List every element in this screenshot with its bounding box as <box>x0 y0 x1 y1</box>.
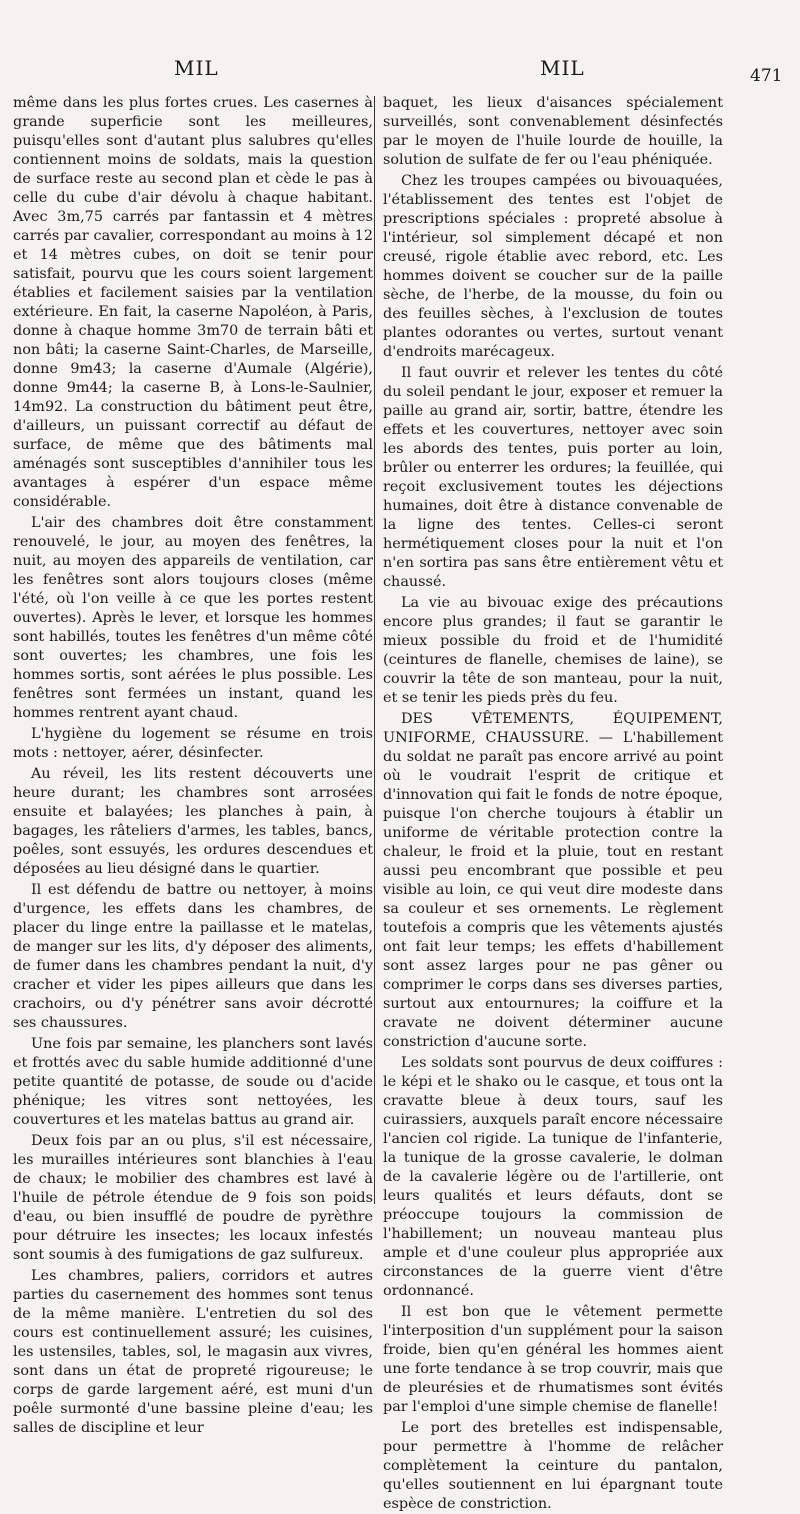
paragraph: Il est bon que le vêtement permette l'interposition d'un supplément pour la saison froide, bien qu'en général les hommes aient une forte tendance à se trop couvrir, mais que de pleurésies et de rhumatismes sont évités par l'emploi d'une simple chemise de flanelle! <box>383 1304 723 1415</box>
paragraph: Il faut ouvrir et relever les tentes du côté du soleil pendant le jour, exposer et remuer la paille au grand air, sortir, battre, étendre les effets et les couvertures, nettoyer avec soin les abords des tentes, puis porter au loin, brûler ou enterrer les ordures; la feuillée, qui reçoit exclusivement toutes les déjections humaines, doit être à distance convenable de la ligne des tentes. Celles-ci seront hermétiquement closes pour la nuit et l'on n'en sortira pas sans être entièrement vêtu et chaussé. <box>383 365 723 590</box>
paragraph: Le port des bretelles est indispensable, pour permettre à l'homme de relâcher complètement la ceinture du pantalon, qu'elles soutiennent en lui épargnant toute espèce de constriction. <box>383 1420 723 1512</box>
paragraph: L'hygiène du logement se résume en trois mots : nettoyer, aérer, désinfecter. <box>13 726 373 761</box>
page-number: 471 <box>750 66 783 86</box>
paragraph: Une fois par semaine, les planchers sont lavés et frottés avec du sable humide additionné d'une petite quantité de potasse, de soude ou d'acide phénique; les vitres sont nettoyées, les couvertures et les matelas battus au grand air. <box>13 1036 373 1128</box>
paragraph: Au réveil, les lits restent découverts une heure durant; les chambres sont arrosées ensuite et balayées; les planches à pain, à bagages, les râteliers d'armes, les tables, bancs, poêles, sont essuyés, les ordures descendues et déposées au lieu désigné dans le quartier. <box>13 766 373 877</box>
left-column <box>13 94 373 1438</box>
paragraph: baquet, les lieux d'aisances spécialement surveillés, sont convenablement désinfectés par le moyen de l'huile lourde de houille, la solution de sulfate de fer ou l'eau phéniquée. <box>383 95 723 168</box>
paragraph: Chez les troupes campées ou bivouaquées, l'établissement des tentes est l'objet de prescriptions spéciales : propreté absolue à l'intérieur, sol simplement décapé et non creusé, rigole établie avec rebord, etc. Les hommes doivent se coucher sur de la paille sèche, de l'herbe, de la mousse, du foin ou des feuilles sèches, à l'exclusion de toutes plantes odorantes ou vertes, surtout venant d'endroits marécageux. <box>383 173 723 360</box>
paragraph: Deux fois par an ou plus, s'il est nécessaire, les murailles intérieures sont blanchies à l'eau de chaux; le mobilier des chambres est lavé à l'huile de pétrole étendue de 9 fois son poids d'eau, ou bien insufflé de poudre de pyrèthre pour détruire les insectes; les locaux infestés sont soumis à des fumigations de gaz sulfureux. <box>13 1133 373 1263</box>
paragraph: La vie au bivouac exige des précautions encore plus grandes; il faut se garantir le mieux possible du froid et de l'humidité (ceintures de flanelle, chemises de laine), se couvrir la tête de son manteau, pour la nuit, et se tenir les pieds près du feu. <box>383 595 723 706</box>
running-head-center: MIL <box>540 56 585 80</box>
right-column <box>383 94 723 1514</box>
section-paragraph: DES VÊTEMENTS, ÉQUIPEMENT, UNIFORME, CHAUSSURE. — L'habillement du soldat ne paraît pas encore arrivé au point où le voudrait l'esprit de critique et d'innovation qui fait le fonds de notre époque, puisque l'on cherche toujours à établir un uniforme de véritable protection contre la chaleur, le froid et la pluie, tout en restant aussi peu encombrant que possible et peu visible au loin, ce qui veut dire modeste dans sa couleur et ses ornements. Le règlement toutefois a compris que les vêtements ajustés ont fait leur temps; les effets d'habillement sont assez larges pour ne pas gêner ou comprimer le corps dans ses diverses parties, surtout aux entournures; la coiffure et la cravate ne doivent déterminer aucune constriction d'aucune sorte. <box>383 711 723 1050</box>
paragraph: Les chambres, paliers, corridors et autres parties du casernement des hommes sont tenus de la même manière. L'entretien du sol des cours est continuellement assuré; les cuisines, les ustensiles, tables, sol, le magasin aux vivres, sont dans un état de propreté rigoureuse; le corps de garde largement aéré, est muni d'un poêle surmonté d'une bassine pleine d'eau; les salles de discipline et leur <box>13 1268 373 1436</box>
paragraph: Il est défendu de battre ou nettoyer, à moins d'urgence, les effets dans les chambres, de placer du linge entre la paillasse et le matelas, de manger sur les lits, d'y déposer des aliments, de fumer dans les chambres pendant la nuit, d'y cracher et vider les pipes ailleurs que dans les crachoirs, ou d'y pénétrer sans avoir décrotté ses chaussures. <box>13 882 373 1031</box>
paragraph: Les soldats sont pourvus de deux coiffures : le képi et le shako ou le casque, et tous ont la cravatte bleue à deux tours, sauf les cuirassiers, auxquels paraît encore nécessaire l'ancien col rigide. La tunique de l'infanterie, la tunique de la grosse cavalerie, le dolman de la cavalerie légère ou de l'artillerie, ont leurs qualités et leurs défauts, dont se préoccupe toujours la commission de l'habillement; un nouveau manteau plus ample et d'une couleur plus appropriée aux circonstances de la guerre vient d'être ordonnancé. <box>383 1055 723 1299</box>
paragraph: L'air des chambres doit être constamment renouvelé, le jour, au moyen des fenêtres, la nuit, au moyen des appareils de ventilation, car les fenêtres sont alors toujours closes (même l'été, où l'on veille à ce que les portes restent ouvertes). Après le lever, et lorsque les hommes sont habillés, toutes les fenêtres d'un même côté sont ouvertes; les chambres, une fois les hommes sortis, sont aérées le plus possible. Les fenêtres sont fermées un instant, quand les hommes rentrent ayant chaud. <box>13 515 373 721</box>
paragraph: même dans les plus fortes crues. Les casernes à grande superficie sont les meilleures, puisqu'elles sont d'autant plus salubres qu'elles contiennent moins de soldats, mais la question de surface reste au second plan et cède le pas à celle du cube d'air dévolu à chaque habitant. Avec 3m,75 carrés par fantassin et 4 mètres carrés par cavalier, correspondant au moins à 12 et 14 mètres cubes, on doit se tenir pour satisfait, pourvu que les cours soient largement établies et facilement saisies par la ventilation extérieure. En fait, la caserne Napoléon, à Paris, donne à chaque homme 3m70 de terrain bâti et non bâti; la caserne Saint-Charles, de Marseille, donne 9m43; la caserne d'Aumale (Algérie), donne 9m44; la caserne B, à Lons-le-Saulnier, 14m92. La construction du bâtiment peut être, d'ailleurs, un puissant correctif au défaut de surface, de même que des bâtiments mal aménagés sont susceptibles d'annihiler tous les avantages à espérer d'un espace même considérable. <box>13 95 373 510</box>
running-head-left: MIL <box>174 56 219 80</box>
column-divider <box>374 96 375 1204</box>
